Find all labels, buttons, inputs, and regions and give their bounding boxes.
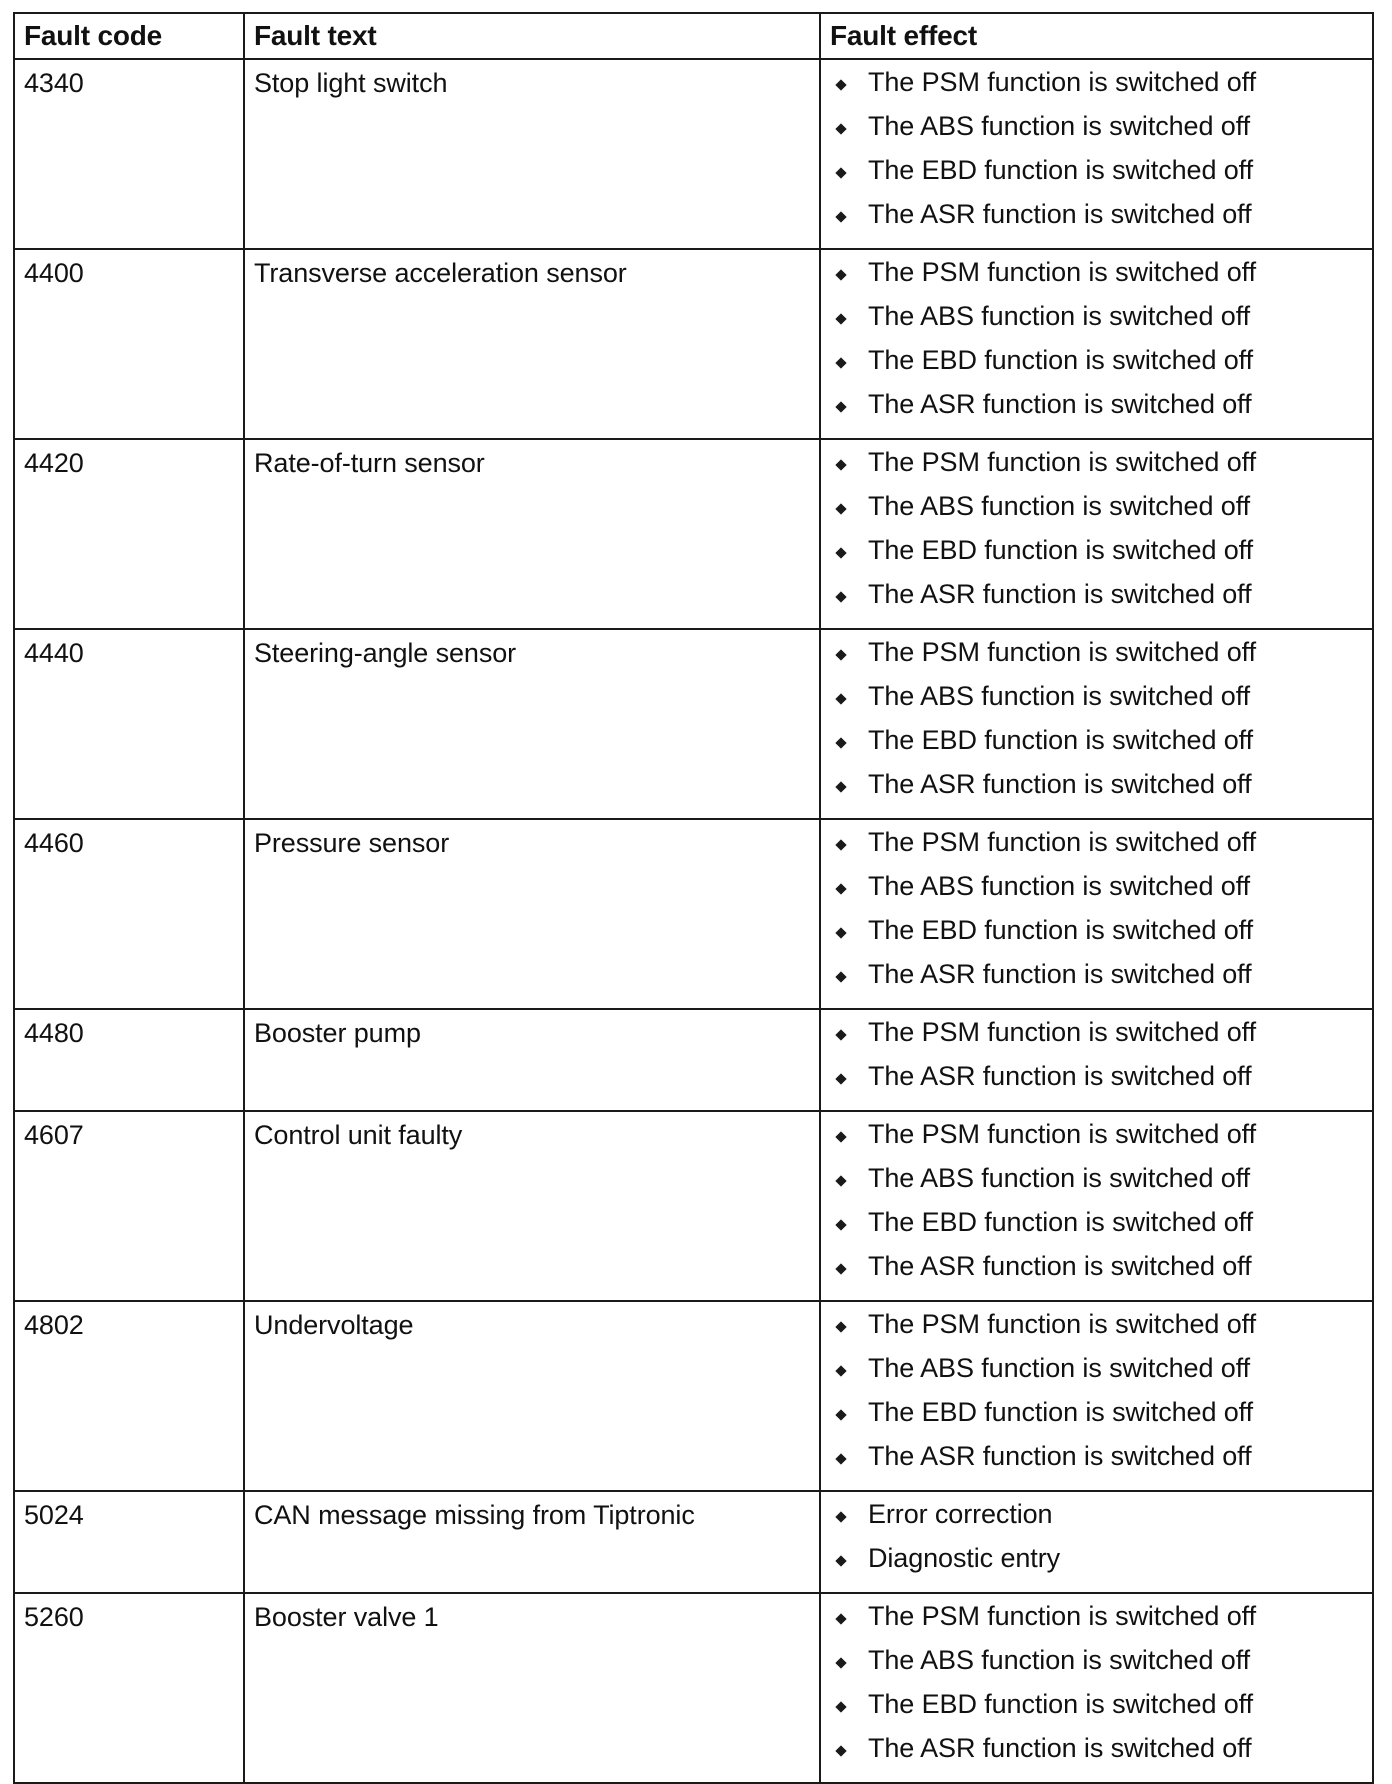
fault-effect-text: The PSM function is switched off	[868, 257, 1256, 287]
fault-code-cell: 4480	[14, 1009, 244, 1111]
fault-code-cell: 4340	[14, 59, 244, 249]
diamond-bullet-icon	[835, 269, 846, 280]
list-item	[830, 536, 1364, 580]
fault-text-cell: Undervoltage	[244, 1301, 820, 1491]
fault-effect-text: The EBD function is switched off	[868, 1397, 1253, 1427]
fault-effect-text: The EBD function is switched off	[868, 725, 1253, 755]
fault-effect-text: The PSM function is switched off	[868, 67, 1256, 97]
diamond-bullet-icon	[835, 737, 846, 748]
list-item	[830, 1354, 1364, 1398]
fault-text-cell: Rate-of-turn sensor	[244, 439, 820, 629]
fault-effect-text: The ASR function is switched off	[868, 1441, 1252, 1471]
fault-effect-list	[830, 1120, 1364, 1296]
diamond-bullet-icon	[835, 971, 846, 982]
fault-text-cell: Stop light switch	[244, 59, 820, 249]
fault-text-cell: Transverse acceleration sensor	[244, 249, 820, 439]
fault-effect-text: The ASR function is switched off	[868, 579, 1252, 609]
table-row	[14, 1491, 1373, 1593]
diamond-bullet-icon	[835, 1701, 846, 1712]
fault-effect-text: The ABS function is switched off	[868, 871, 1251, 901]
list-item	[830, 828, 1364, 872]
list-item	[830, 916, 1364, 960]
fault-effect-list	[830, 68, 1364, 244]
diamond-bullet-icon	[835, 649, 846, 660]
fault-effect-cell	[820, 439, 1373, 629]
header-fault-effect: Fault effect	[820, 13, 1373, 59]
fault-effect-text: The ASR function is switched off	[868, 1733, 1252, 1763]
diamond-bullet-icon	[835, 1613, 846, 1624]
header-fault-text: Fault text	[244, 13, 820, 59]
fault-effect-text: The PSM function is switched off	[868, 637, 1256, 667]
fault-text-cell: Booster valve 1	[244, 1593, 820, 1783]
diamond-bullet-icon	[835, 1453, 846, 1464]
diamond-bullet-icon	[835, 1263, 846, 1274]
list-item	[830, 258, 1364, 302]
fault-effect-text: The ABS function is switched off	[868, 1353, 1251, 1383]
fault-effect-text: The ASR function is switched off	[868, 389, 1252, 419]
fault-effect-text: The ASR function is switched off	[868, 959, 1252, 989]
list-item	[830, 1734, 1364, 1778]
fault-effect-text: The PSM function is switched off	[868, 1017, 1256, 1047]
list-item	[830, 1500, 1364, 1544]
fault-effect-cell	[820, 1491, 1373, 1593]
diamond-bullet-icon	[835, 1511, 846, 1522]
fault-effect-text: The PSM function is switched off	[868, 1601, 1256, 1631]
diamond-bullet-icon	[835, 1745, 846, 1756]
diamond-bullet-icon	[835, 1657, 846, 1668]
list-item	[830, 872, 1364, 916]
fault-effect-cell	[820, 1593, 1373, 1783]
list-item	[830, 1164, 1364, 1208]
fault-effect-text: The EBD function is switched off	[868, 1689, 1253, 1719]
fault-effect-text: Diagnostic entry	[868, 1543, 1060, 1573]
diamond-bullet-icon	[835, 1219, 846, 1230]
list-item	[830, 638, 1364, 682]
fault-text-cell: CAN message missing from Tiptronic	[244, 1491, 820, 1593]
fault-code-cell: 5024	[14, 1491, 244, 1593]
diamond-bullet-icon	[835, 839, 846, 850]
list-item	[830, 580, 1364, 624]
fault-effect-list	[830, 1310, 1364, 1486]
list-item	[830, 770, 1364, 814]
diamond-bullet-icon	[835, 211, 846, 222]
fault-effect-list	[830, 1018, 1364, 1106]
diamond-bullet-icon	[835, 1555, 846, 1566]
fault-code-cell: 5260	[14, 1593, 244, 1783]
diamond-bullet-icon	[835, 1029, 846, 1040]
diamond-bullet-icon	[835, 927, 846, 938]
table-body	[14, 59, 1373, 1783]
diamond-bullet-icon	[835, 1365, 846, 1376]
fault-effect-cell	[820, 819, 1373, 1009]
fault-effect-text: The EBD function is switched off	[868, 345, 1253, 375]
list-item	[830, 1120, 1364, 1164]
fault-effect-text: The EBD function is switched off	[868, 535, 1253, 565]
fault-effect-list	[830, 1602, 1364, 1778]
fault-effect-text: The EBD function is switched off	[868, 915, 1253, 945]
table-row	[14, 1301, 1373, 1491]
list-item	[830, 68, 1364, 112]
diamond-bullet-icon	[835, 123, 846, 134]
table-row	[14, 629, 1373, 819]
fault-effect-text: The ASR function is switched off	[868, 199, 1252, 229]
fault-code-cell: 4400	[14, 249, 244, 439]
fault-effect-text: The ASR function is switched off	[868, 769, 1252, 799]
fault-effect-text: The ASR function is switched off	[868, 1251, 1252, 1281]
fault-effect-text: The PSM function is switched off	[868, 447, 1256, 477]
fault-code-cell: 4802	[14, 1301, 244, 1491]
fault-effect-text: The ABS function is switched off	[868, 681, 1251, 711]
fault-effect-text: The PSM function is switched off	[868, 1119, 1256, 1149]
fault-effect-text: The ABS function is switched off	[868, 1163, 1251, 1193]
fault-effect-text: The PSM function is switched off	[868, 1309, 1256, 1339]
list-item	[830, 1062, 1364, 1106]
list-item	[830, 1544, 1364, 1588]
fault-effect-cell	[820, 1009, 1373, 1111]
table-row	[14, 819, 1373, 1009]
fault-effect-text: The ABS function is switched off	[868, 1645, 1251, 1675]
list-item	[830, 302, 1364, 346]
table-row	[14, 1111, 1373, 1301]
fault-code-table	[13, 12, 1374, 1784]
fault-text-cell: Steering-angle sensor	[244, 629, 820, 819]
fault-effect-text: The ASR function is switched off	[868, 1061, 1252, 1091]
list-item	[830, 156, 1364, 200]
fault-effect-text: The ABS function is switched off	[868, 491, 1251, 521]
fault-code-cell: 4440	[14, 629, 244, 819]
list-item	[830, 448, 1364, 492]
table-row	[14, 1009, 1373, 1111]
header-row	[14, 13, 1373, 59]
list-item	[830, 1398, 1364, 1442]
list-item	[830, 960, 1364, 1004]
fault-effect-cell	[820, 249, 1373, 439]
list-item	[830, 1252, 1364, 1296]
fault-effect-cell	[820, 629, 1373, 819]
fault-effect-text: The ABS function is switched off	[868, 111, 1251, 141]
diamond-bullet-icon	[835, 693, 846, 704]
list-item	[830, 1208, 1364, 1252]
list-item	[830, 726, 1364, 770]
diamond-bullet-icon	[835, 781, 846, 792]
fault-effect-text: The EBD function is switched off	[868, 1207, 1253, 1237]
list-item	[830, 200, 1364, 244]
fault-text-cell: Pressure sensor	[244, 819, 820, 1009]
fault-effect-list	[830, 448, 1364, 624]
diamond-bullet-icon	[835, 1409, 846, 1420]
fault-effect-list	[830, 1500, 1364, 1588]
list-item	[830, 1690, 1364, 1734]
fault-effect-text: Error correction	[868, 1499, 1053, 1529]
diamond-bullet-icon	[835, 79, 846, 90]
fault-effect-cell	[820, 1301, 1373, 1491]
fault-code-cell: 4420	[14, 439, 244, 629]
diamond-bullet-icon	[835, 1131, 846, 1142]
fault-effect-cell	[820, 59, 1373, 249]
fault-effect-text: The EBD function is switched off	[868, 155, 1253, 185]
diamond-bullet-icon	[835, 591, 846, 602]
header-fault-code: Fault code	[14, 13, 244, 59]
diamond-bullet-icon	[835, 883, 846, 894]
fault-effect-list	[830, 638, 1364, 814]
list-item	[830, 112, 1364, 156]
diamond-bullet-icon	[835, 1175, 846, 1186]
diamond-bullet-icon	[835, 1321, 846, 1332]
table-header	[14, 13, 1373, 59]
diamond-bullet-icon	[835, 313, 846, 324]
diamond-bullet-icon	[835, 1073, 846, 1084]
list-item	[830, 346, 1364, 390]
fault-text-cell: Control unit faulty	[244, 1111, 820, 1301]
fault-effect-text: The PSM function is switched off	[868, 827, 1256, 857]
diamond-bullet-icon	[835, 547, 846, 558]
fault-text-cell: Booster pump	[244, 1009, 820, 1111]
diamond-bullet-icon	[835, 503, 846, 514]
diamond-bullet-icon	[835, 459, 846, 470]
diamond-bullet-icon	[835, 167, 846, 178]
list-item	[830, 1310, 1364, 1354]
fault-effect-list	[830, 828, 1364, 1004]
table-row	[14, 439, 1373, 629]
list-item	[830, 1602, 1364, 1646]
fault-code-cell: 4607	[14, 1111, 244, 1301]
table-row	[14, 1593, 1373, 1783]
list-item	[830, 390, 1364, 434]
fault-effect-cell	[820, 1111, 1373, 1301]
list-item	[830, 1018, 1364, 1062]
list-item	[830, 1646, 1364, 1690]
table-row	[14, 59, 1373, 249]
diamond-bullet-icon	[835, 357, 846, 368]
fault-code-cell: 4460	[14, 819, 244, 1009]
list-item	[830, 1442, 1364, 1486]
list-item	[830, 682, 1364, 726]
table-row	[14, 249, 1373, 439]
fault-effect-text: The ABS function is switched off	[868, 301, 1251, 331]
fault-effect-list	[830, 258, 1364, 434]
diamond-bullet-icon	[835, 401, 846, 412]
list-item	[830, 492, 1364, 536]
